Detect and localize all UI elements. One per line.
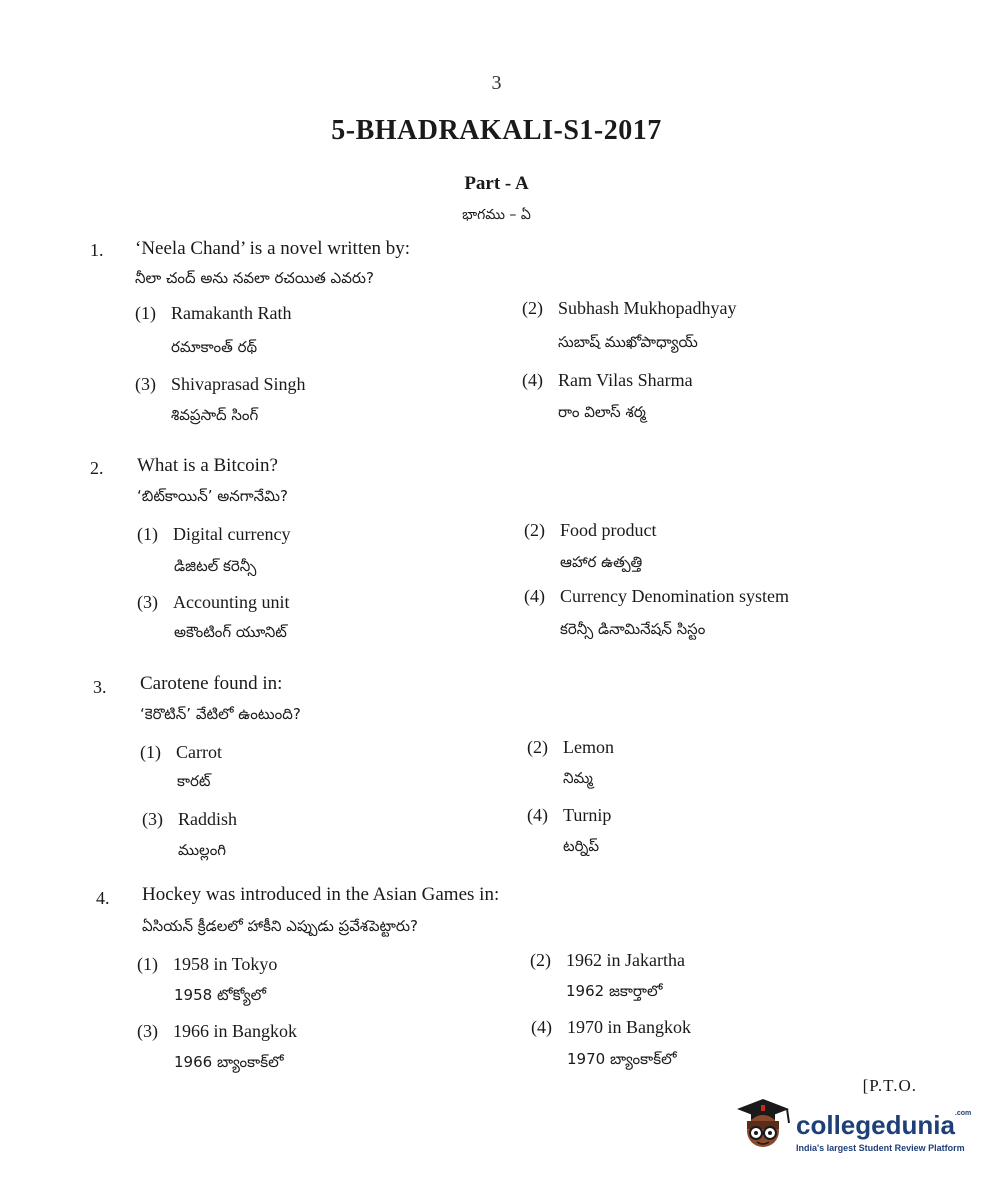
option-text: Raddish [178,809,238,829]
option-text-telugu: అకౌంటింగ్ యూనిట్ [174,623,287,641]
option-text: Lemon [563,737,614,757]
option-text: 1966 in Bangkok [173,1021,297,1041]
option-text: Food product [560,520,657,540]
logo-name: collegedunia [796,1110,955,1140]
option-text-telugu: డిజిటల్ కరెన్సీ [174,557,257,575]
option-text: Ram Vilas Sharma [558,370,693,390]
option-number: (1) [135,303,156,323]
question-text: Carotene found in: [140,673,283,694]
option-2 [522,298,737,319]
question-text: Hockey was introduced in the Asian Games in: [142,884,500,905]
option-text-telugu: 1962 జకార్తాలో [566,982,663,1000]
question-text-telugu: ‘కెరొటిన్’ వేటిలో ఉంటుంది? [140,705,301,723]
option-4 [531,1017,691,1038]
option-number: (2) [530,950,551,970]
option-text-telugu: కరెన్సీ డినామినేషన్ సిస్టం [560,620,706,638]
option-4 [522,370,693,391]
question-text-telugu: ఏసియన్ క్రీడలలో హాకీని ఎప్పుడు ప్రవేశపెట్టారు? [142,917,418,935]
option-text-telugu: ముల్లంగి [178,841,227,859]
question-text-telugu: ‘బిట్‌కాయిన్’ అనగానేమి? [137,487,288,505]
option-text-telugu: ఆహార ఉత్పత్తి [560,553,643,571]
option-text: 1970 in Bangkok [567,1017,691,1037]
option-1 [137,524,290,545]
option-text: Turnip [563,805,612,825]
option-text-telugu: నిమ్మ [563,769,593,787]
option-number: (1) [137,954,158,974]
option-text: Carrot [176,742,222,762]
option-text-telugu: శివప్రసాద్ సింగ్ [171,406,259,424]
page-number: 3 [491,72,502,94]
option-number: (2) [522,298,543,318]
option-number: (3) [142,809,163,829]
option-4 [527,805,611,826]
option-text-telugu: 1958 టోక్యోలో [174,986,267,1004]
option-text-telugu: టర్నిప్ [563,837,600,855]
option-3 [137,592,289,613]
question-text: What is a Bitcoin? [137,455,278,476]
question-number: 1. [90,240,104,260]
option-text: Shivaprasad Singh [171,374,306,394]
option-text: Currency Denomination system [560,586,789,606]
option-number: (4) [527,805,548,825]
part-heading: Part - A [464,173,529,194]
option-text: 1958 in Tokyo [173,954,278,974]
option-number: (1) [137,524,158,544]
option-text: Ramakanth Rath [171,303,292,323]
option-text-telugu: కారట్ [177,772,211,790]
option-3 [135,374,306,395]
option-text: Subhash Mukhopadhyay [558,298,737,318]
option-2 [530,950,685,971]
option-number: (2) [524,520,545,540]
option-2 [524,520,657,541]
option-number: (2) [527,737,548,757]
option-number: (3) [137,1021,158,1041]
please-turn-over: [P.T.O. [862,1076,917,1095]
question-number: 3. [93,677,107,697]
logo-suffix: .com [954,1110,972,1117]
option-number: (4) [531,1017,552,1037]
option-number: (3) [137,592,158,612]
option-text-telugu: 1970 బ్యాంకాక్‌లో [567,1050,677,1068]
option-number: (3) [135,374,156,394]
exam-title: 5-BHADRAKALI-S1-2017 [331,115,662,146]
option-4 [524,586,789,607]
question-text-telugu: నీలా చంద్ అను నవలా రచయిత ఎవరు? [135,269,374,287]
option-text: Accounting unit [173,592,290,612]
option-text: 1962 in Jakartha [566,950,685,970]
option-1 [140,742,222,763]
option-2 [527,737,614,758]
option-1 [135,303,291,324]
option-text-telugu: రాం విలాస్ శర్మ [558,403,646,421]
option-1 [137,954,277,975]
question-number: 4. [96,888,110,908]
part-heading-telugu: భాగము – ఏ [462,207,531,223]
option-text: Digital currency [173,524,291,544]
logo-wordmark [796,1110,971,1141]
option-3 [142,809,237,830]
question-number: 2. [90,458,104,478]
option-3 [137,1021,297,1042]
option-number: (1) [140,742,161,762]
option-text-telugu: సుబాష్ ముఖోపాధ్యాయ్ [558,333,698,351]
option-number: (4) [524,586,545,606]
option-number: (4) [522,370,543,390]
logo-tagline: India's largest Student Review Platform [796,1143,965,1153]
option-text-telugu: రమాకాంత్ రథ్ [171,338,258,356]
option-text-telugu: 1966 బ్యాంకాక్‌లో [174,1053,284,1071]
question-text: ‘Neela Chand’ is a novel written by: [135,238,411,259]
